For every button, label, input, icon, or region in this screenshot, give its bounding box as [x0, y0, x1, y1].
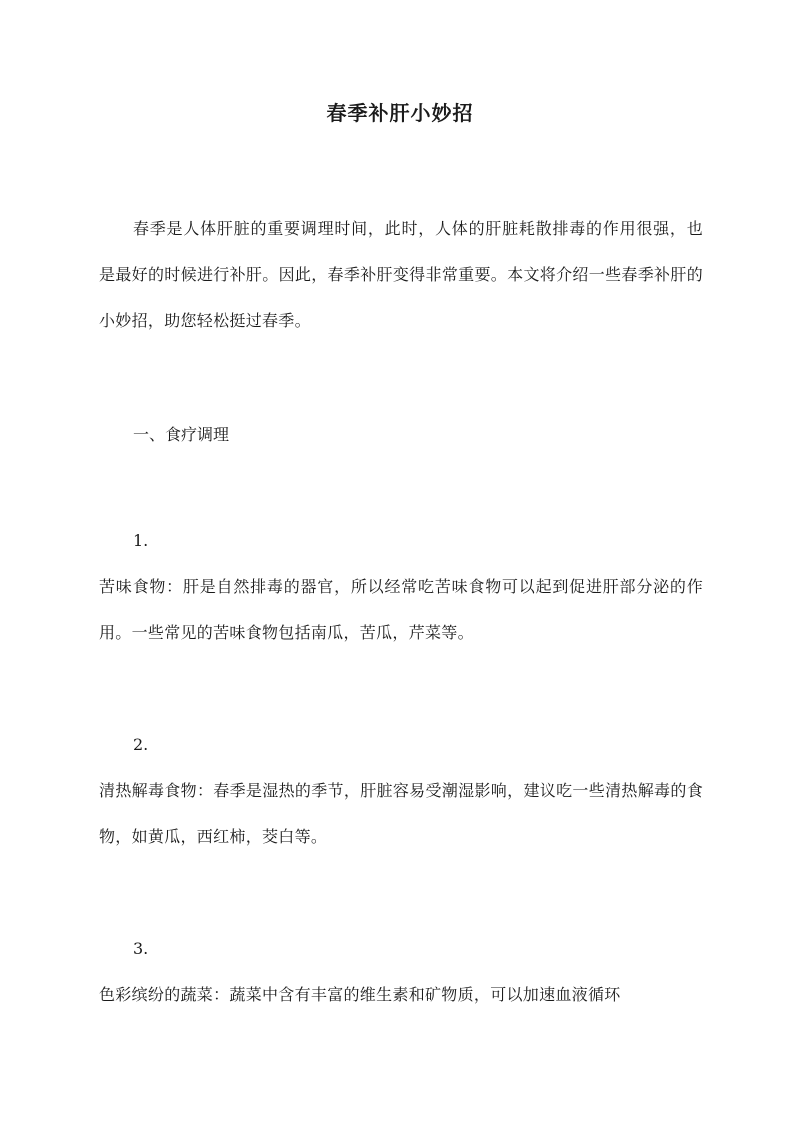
document-title: 春季补肝小妙招	[326, 101, 474, 125]
item-text-1: 苦味食物：肝是自然排毒的器官，所以经常吃苦味食物可以起到促进肝部分泌的作用。一些常见的苦味食物包括南瓜，苦瓜，芹菜等。	[99, 577, 703, 642]
item-number-2: 2.	[133, 735, 149, 754]
item-text-3: 色彩缤纷的蔬菜：蔬菜中含有丰富的维生素和矿物质，可以加速血液循环	[99, 985, 621, 1004]
intro-paragraph: 春季是人体肝脏的重要调理时间，此时，人体的肝脏耗散排毒的作用很强，也是最好的时候进行补肝。因此，春季补肝变得非常重要。本文将介绍一些春季补肝的小妙招，助您轻松挺过春季。	[99, 219, 703, 330]
item-number-3: 3.	[133, 939, 149, 958]
item-number-1: 1.	[133, 531, 149, 550]
item-text-2: 清热解毒食物：春季是湿热的季节，肝脏容易受潮湿影响，建议吃一些清热解毒的食物，如黄瓜，西红柿，茭白等。	[99, 781, 703, 846]
section-heading-diet: 一、食疗调理	[133, 425, 230, 444]
